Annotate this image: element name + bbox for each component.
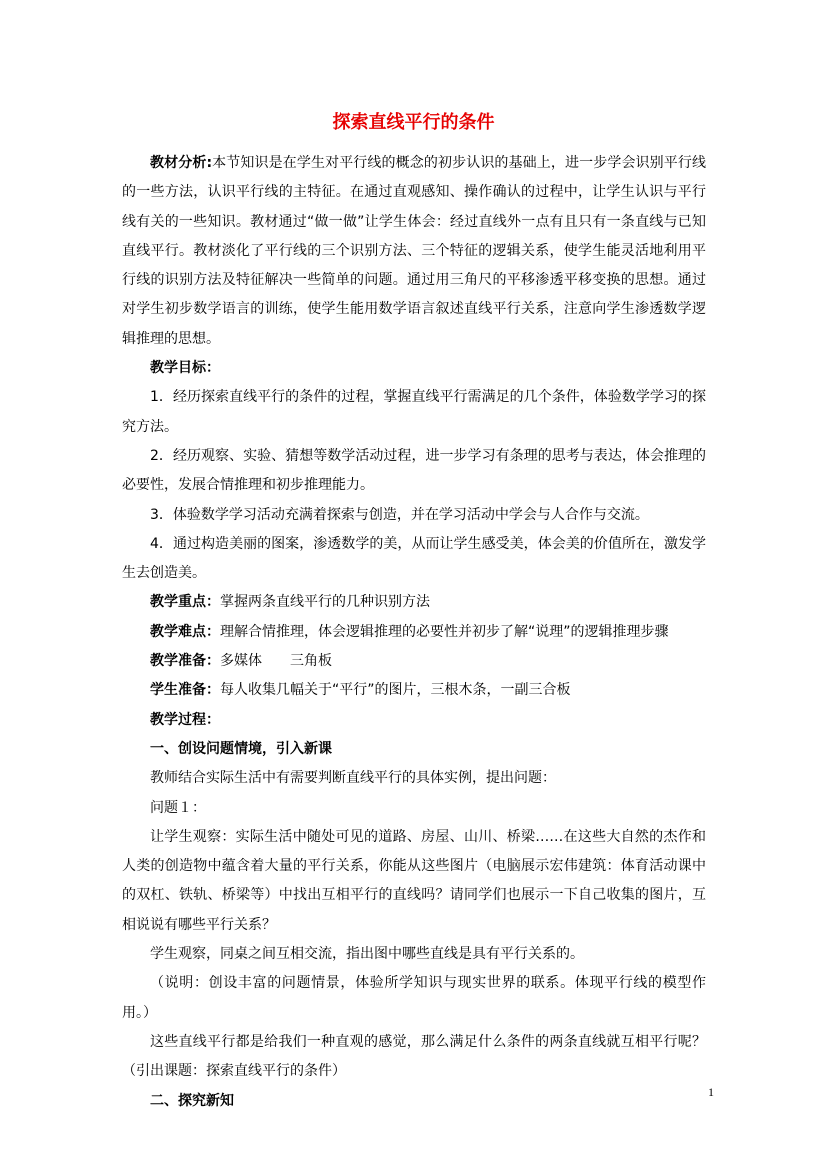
document-title: 探索直线平行的条件: [332, 112, 495, 133]
prep-paragraph: [122, 647, 706, 676]
prep-text: 多媒体 三角板: [220, 653, 332, 670]
difficulty-paragraph: [122, 618, 706, 647]
key-point-text: 掌握两条直线平行的几种识别方法: [220, 594, 430, 611]
goals-label: 教学目标：: [150, 360, 220, 377]
difficulty-text: 理解合情推理，体会逻辑推理的必要性并初步了解“说理”的逻辑推理步骤: [220, 623, 669, 640]
student-prep-label: 学生准备：: [150, 682, 220, 699]
prep-label: 教学准备：: [150, 653, 220, 670]
process-label: 教学过程：: [150, 711, 220, 728]
goal-item-3: 3．体验数学学习活动充满着探索与创造，并在学习活动中学会与人合作与交流。: [150, 506, 649, 523]
analysis-text: 本节知识是在学生对平行线的概念的初步认识的基础上，进一步学会识别平行线的一些方法，认识平行线的主特征。在通过直观感知、操作确认的过程中，让学生认识与平行线有关的一些知识。教材通过“做一做”让学生体会：经过直线外一点有且只有一条直线与已知直线平行。教材淡化了平行线的三个识别方法、三个特征的逻辑关系，使学生能灵活地利用平行线的识别方法及特征解决一些简单的问题。通过用三角尺的平移渗透平移变换的思想。通过对学生初步数学语言的训练，使学生能用数学语言叙述直线平行关系，注意向学生渗透数学逻辑推理的思想。: [122, 155, 707, 347]
section1-paragraph-4: 学生观察，同桌之间互相交流，指出图中哪些直线是具有平行关系的。: [150, 946, 584, 963]
goal-item-4: 4．通过构造美丽的图案，渗透数学的美，从而让学生感受美，体会美的价值所在，激发学生去创造美。: [122, 535, 706, 582]
page-number: 1: [708, 1085, 714, 1099]
student-prep-paragraph: [122, 676, 706, 705]
section1-paragraph-3: 让学生观察：实际生活中随处可见的道路、房屋、山川、桥梁……在这些大自然的杰作和人类的创造物中蕴含着大量的平行关系，你能从这些图片（电脑展示宏伟建筑：体育活动课中的双杠、铁轨、桥梁等）中找出互相平行的直线吗？请同学们也展示一下自己收集的图片，互相说说有哪些平行关系？: [122, 828, 706, 933]
section2-heading: 二、探究新知: [150, 1092, 234, 1109]
section1-paragraph-2: 问题１：: [150, 799, 206, 816]
document-body: [122, 149, 706, 1116]
section1-paragraph-5: （说明：创设丰富的问题情景，体验所学知识与现实世界的联系。体现平行线的模型作用。）: [122, 975, 706, 1021]
key-point-label: 教学重点：: [150, 594, 220, 611]
goal-item-2: 2．经历观察、实验、猜想等数学活动过程，进一步学习有条理的思考与表达，体会推理的必要性，发展合情推理和初步推理能力。: [122, 447, 706, 494]
analysis-label: 教材分析:: [150, 155, 213, 171]
key-point-paragraph: [122, 588, 706, 617]
section1-paragraph-1: 教师结合实际生活中有需要判断直线平行的具体实例，提出问题：: [150, 770, 556, 787]
analysis-paragraph: [122, 149, 706, 354]
section1-paragraph-6: 这些直线平行都是给我们一种直观的感觉，那么满足什么条件的两条直线就互相平行呢？（引出课题：探索直线平行的条件）: [122, 1033, 706, 1080]
difficulty-label: 教学难点：: [150, 623, 220, 640]
section1-heading: 一、创设问题情境，引入新课: [150, 740, 332, 757]
goal-item-1: 1．经历探索直线平行的条件的过程，掌握直线平行需满足的几个条件，体验数学学习的探究方法。: [122, 389, 706, 435]
student-prep-text: 每人收集几幅关于“平行”的图片，三根木条，一副三合板: [220, 682, 571, 699]
